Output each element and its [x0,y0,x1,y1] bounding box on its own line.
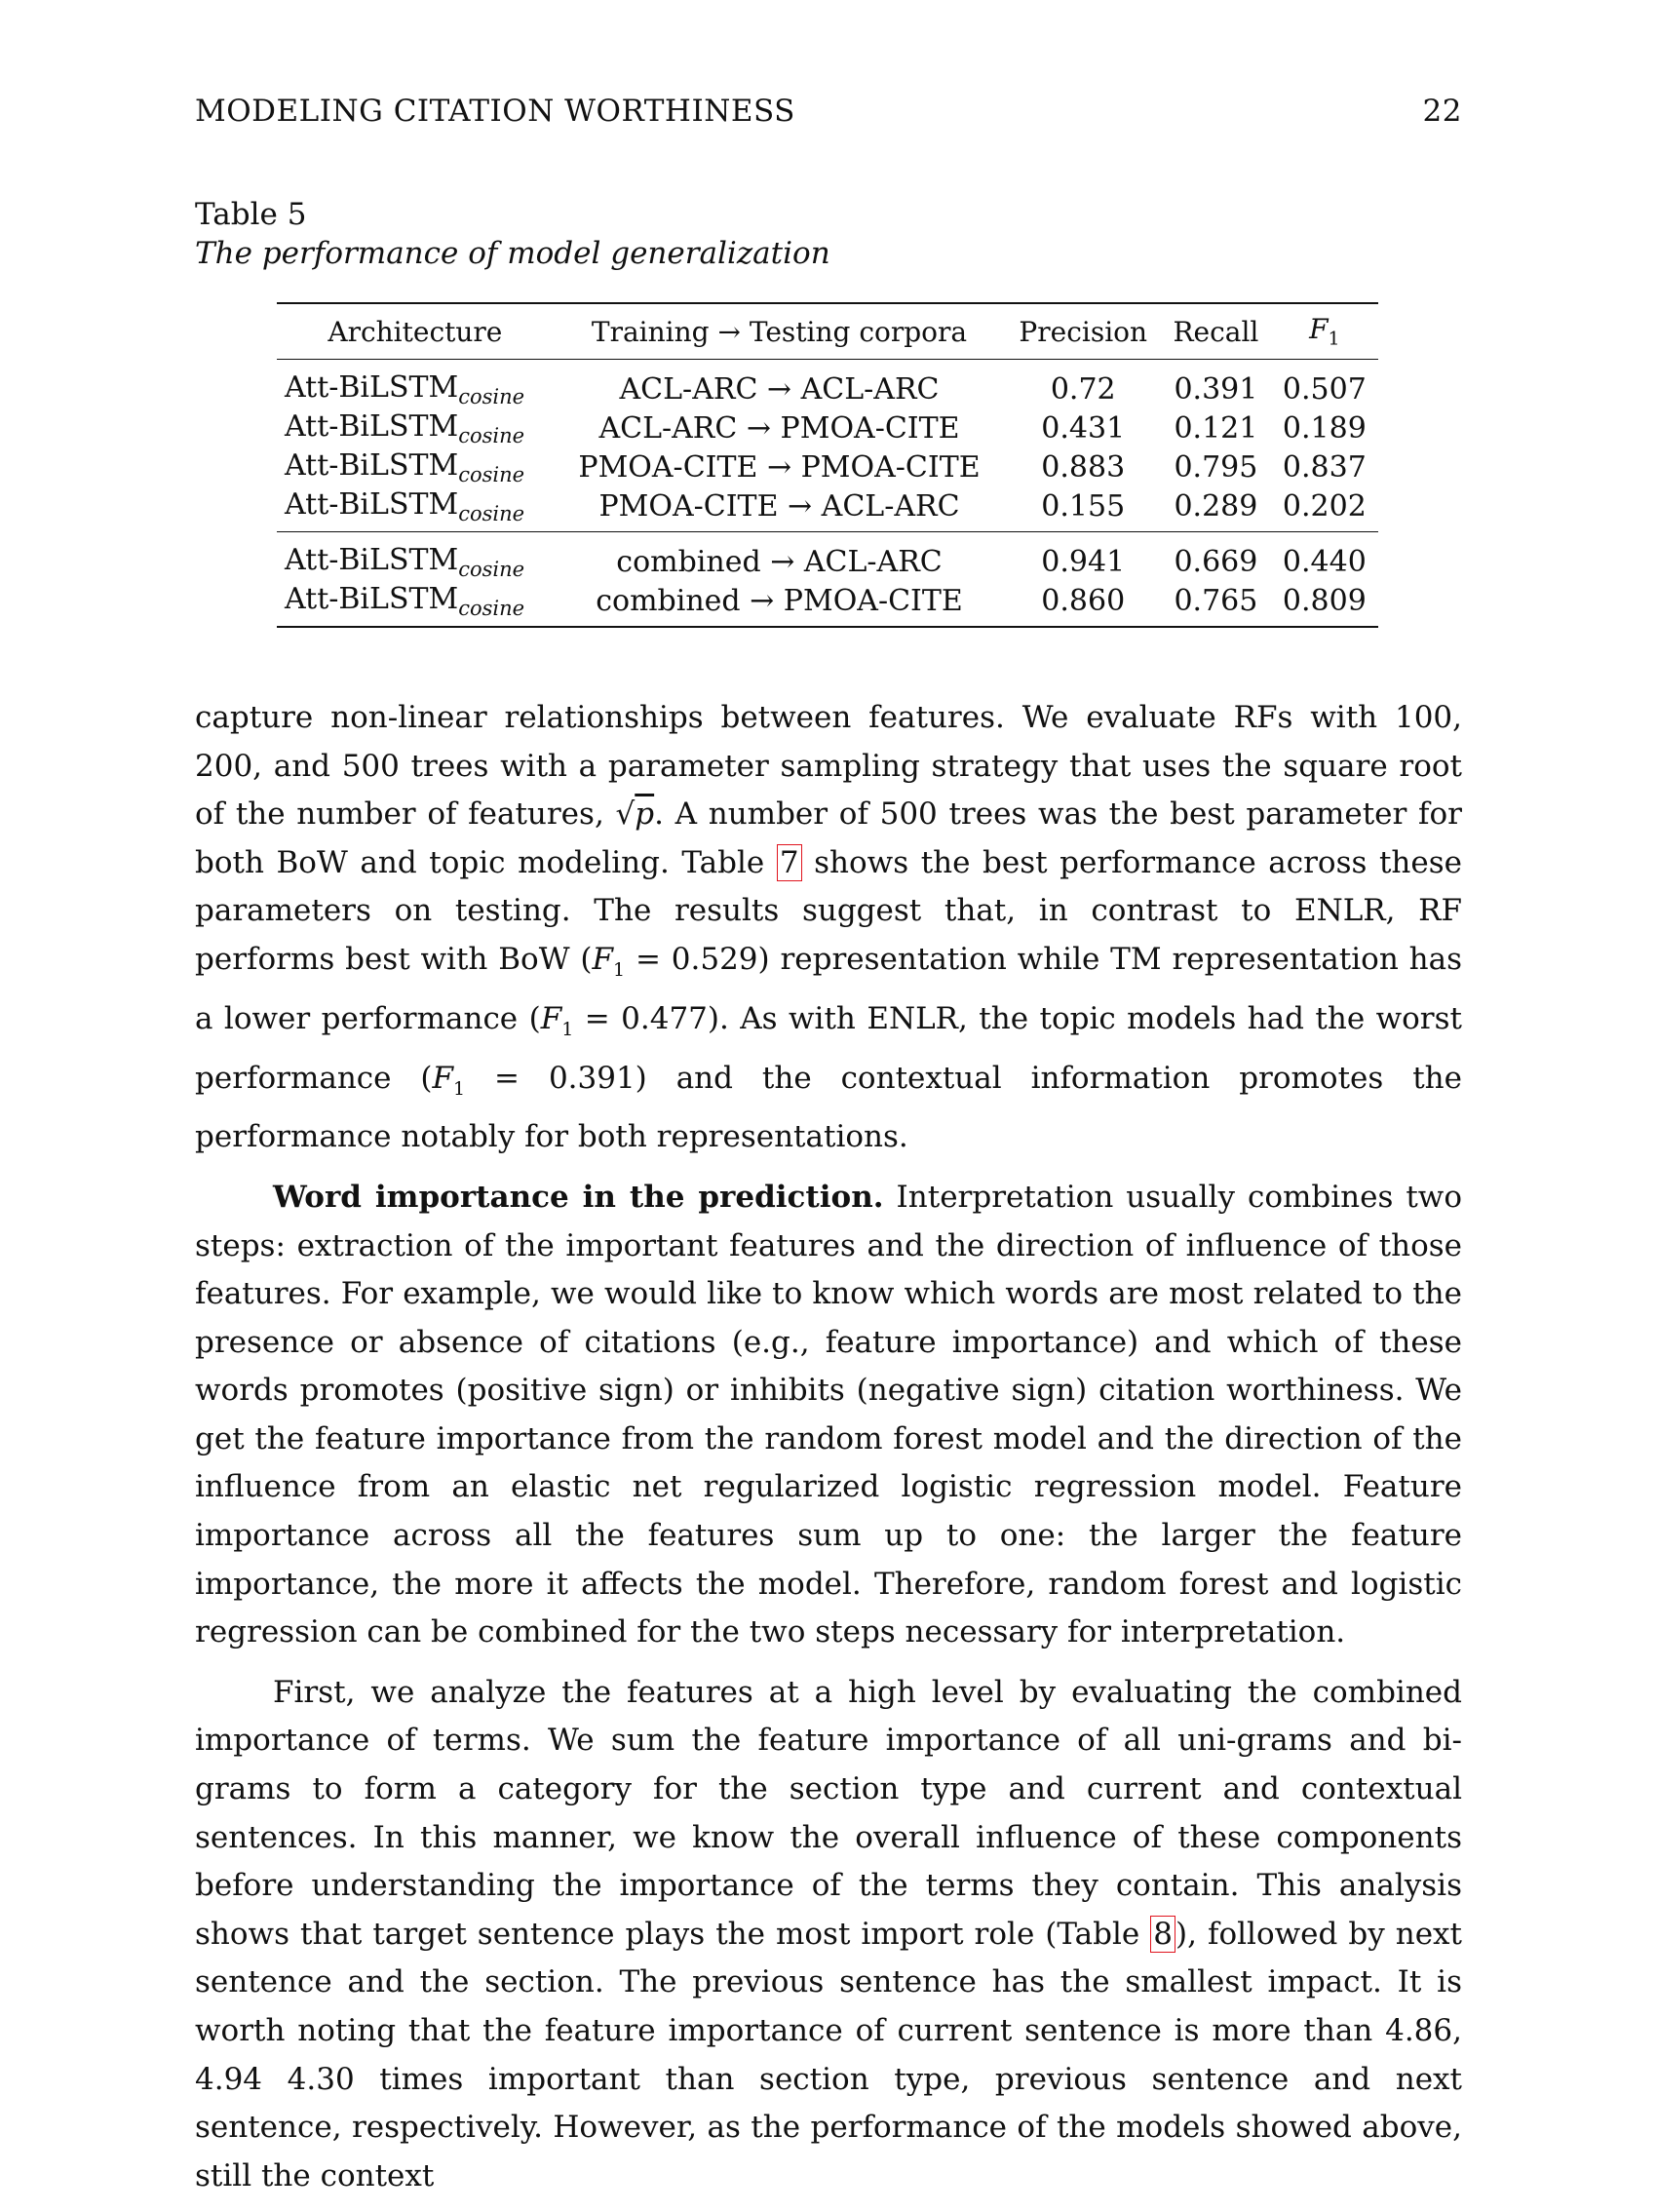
paragraph-rf-results: capture non-linear relationships between features. We evaluate RFs with 100, 200, and 500 trees with a parameter sampling strategy that uses the square root of the number of features, √p. A number of 500 trees was the best parameter for both BoW and topic modeling. Table 7 shows the best performance across these parameters on testing. The results suggest that, in contrast to ENLR, RF performs best with BoW $(F_1 = 0.529)$ representation while TM representation has a lower performance $(F_1 = 0.477)$. As with ENLR, the topic models had the worst performance $(F_1 = 0.391)$ and the contextual information promotes the performance notably for both representations. [195,700,1462,1155]
cell-architecture: Att-BiLSTM$_{cosine}$ [285,542,525,581]
cell-f1: 0.809 [1271,581,1378,627]
cell-recall: 0.121 [1174,410,1258,446]
cell-corpora: combined → ACL-ARC [616,544,943,579]
cell-corpora: PMOA-CITE → ACL-ARC [554,486,1006,532]
cell-architecture: Att-BiLSTM$_{cosine}$ [277,581,554,627]
cell-f1: 0.507 [1282,371,1367,407]
cell-corpora: combined → PMOA-CITE [554,581,1006,627]
cell-architecture: Att-BiLSTM$_{cosine}$ [285,447,525,486]
cell-architecture: Att-BiLSTM$_{cosine}$ [285,408,525,447]
table-group-combined [277,532,1378,628]
cell-recall: 0.289 [1161,486,1271,532]
cell-recall: 0.669 [1174,544,1258,579]
header-f1: $F_1$ [1271,303,1378,360]
paragraph-combined-importance: First, we analyze the features at a high level by evaluating the combined importance of terms. We sum the feature importance of all uni-grams and bi-grams to form a category for the section type and current and contextual sentences. In this manner, we know the overall influence of these components before understanding the importance of the terms they contain. This analysis shows that target sentence plays the most import role (Table 8), followed by next sentence and the section. The previous sentence has the smallest impact. It is worth noting that the feature importance of current sentence is more than 4.86, 4.94 4.30 times important than section type, previous sentence and next sentence, respectively. However, as the performance of the models showed above, still the context [195,1674,1462,2193]
table-row [277,581,1378,627]
cell-precision: 0.155 [1005,486,1161,532]
cell-corpora: PMOA-CITE → PMOA-CITE [578,449,981,485]
running-head-title: MODELING CITATION WORTHINESS [195,94,795,129]
cell-architecture: Att-BiLSTM$_{cosine}$ [285,369,525,408]
paragraph-word-importance: Word importance in the prediction. Interpretation usually combines two steps: extraction of the important features and the direction of influence of those features. For example, we would like to know which words are most related to the presence or absence of citations (e.g., feature importance) and which of these words promotes (positive sign) or inhibits (negative sign) citation worthiness. We get the feature importance from the random forest model and the direction of the influence from an elastic net regularized logistic regression model. Feature importance across all the features sum up to one: the larger the feature importance, the more it affects the model. Therefore, random forest and logistic regression can be combined for the two steps necessary for interpretation. [195,1179,1462,1650]
table-7-link[interactable]: 7 [777,844,802,881]
table-row [277,408,1378,447]
table-caption [195,195,830,273]
page-number: 22 [1422,94,1462,129]
cell-f1: 0.440 [1282,544,1367,579]
cell-precision: 0.860 [1005,581,1161,627]
cell-recall: 0.795 [1174,449,1258,485]
body-text [195,694,1462,2212]
cell-f1: 0.202 [1271,486,1378,532]
cell-architecture: Att-BiLSTM$_{cosine}$ [277,486,554,532]
table-label: Table 5 [195,197,307,232]
table-row [277,447,1378,486]
table-header-row [277,303,1378,360]
cell-precision: 0.941 [1041,544,1126,579]
cell-f1: 0.189 [1282,410,1367,446]
running-head [195,94,1462,133]
table-row [277,486,1378,532]
table-row [277,532,1378,582]
cell-precision: 0.883 [1041,449,1126,485]
header-architecture: Architecture [277,303,554,360]
table-8-link[interactable]: 8 [1150,1916,1175,1953]
table-row [277,360,1378,409]
table-group-single-corpus [277,360,1378,532]
sqrt-symbol: √ [615,796,636,833]
cell-f1: 0.837 [1282,449,1367,485]
cell-recall: 0.765 [1161,581,1271,627]
header-precision: Precision [1005,303,1161,360]
cell-precision: 0.431 [1041,410,1126,446]
cell-corpora: ACL-ARC → ACL-ARC [619,371,940,407]
paragraph-heading: Word importance in the prediction. [273,1179,884,1215]
generalization-table [277,302,1378,628]
table-caption-text: The performance of model generalization [195,236,830,271]
cell-precision: 0.72 [1050,371,1116,407]
cell-corpora: ACL-ARC → PMOA-CITE [598,410,960,446]
header-corpora: Training → Testing corpora [554,303,1006,360]
header-recall: Recall [1161,303,1271,360]
cell-recall: 0.391 [1174,371,1258,407]
